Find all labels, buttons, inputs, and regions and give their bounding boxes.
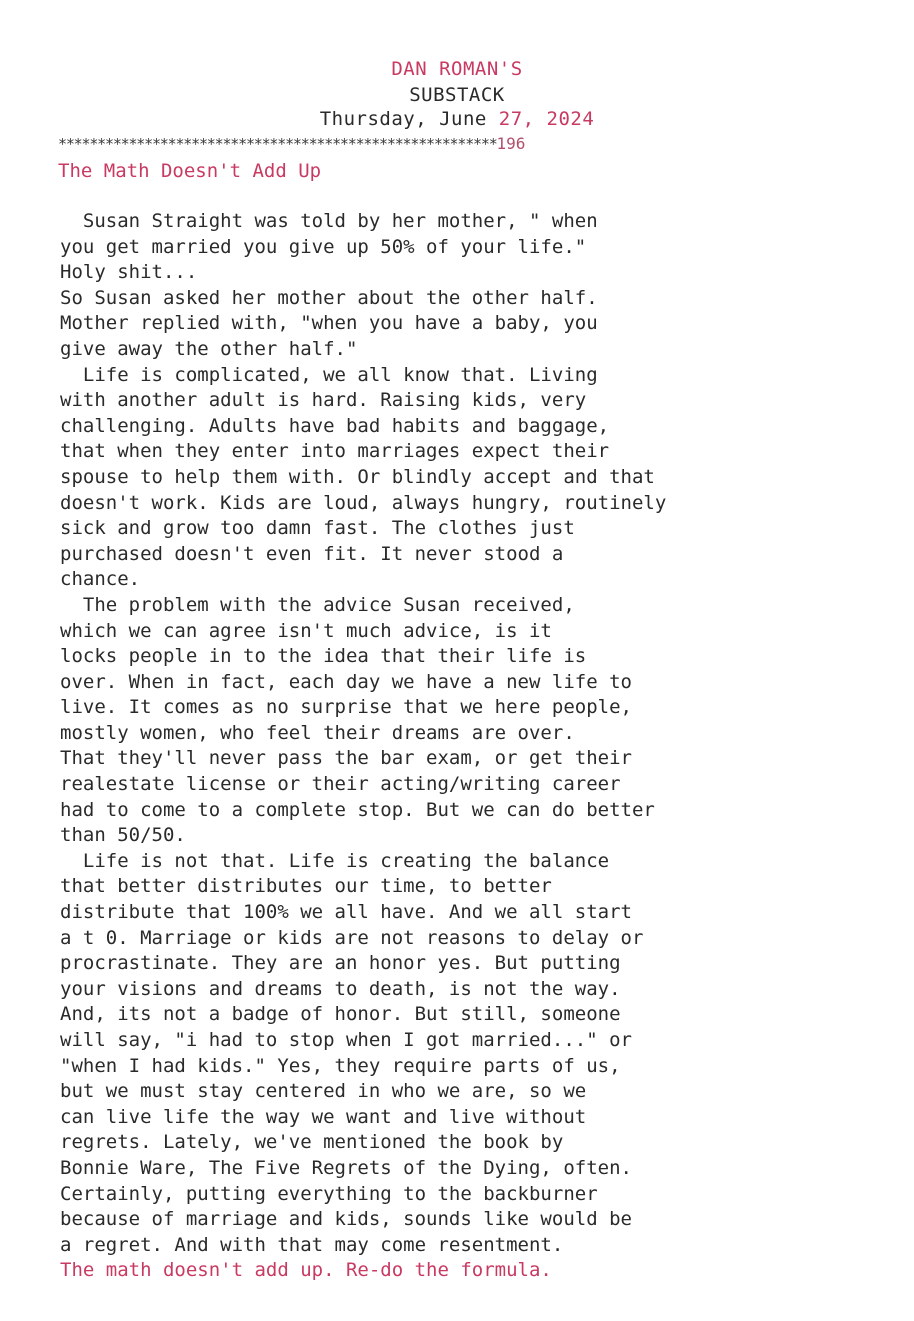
closing-line: The math doesn't add up. Re-do the formula.: [60, 1259, 552, 1282]
body-line: a t 0. Marriage or kids are not reasons to delay or: [60, 926, 644, 949]
body-line: "when I had kids." Yes, they require parts of us,: [60, 1054, 621, 1077]
body-line: that when they enter into marriages expect their: [60, 440, 610, 463]
body-line: realestate license or their acting/writing career: [60, 773, 621, 796]
body-line: And, its not a badge of honor. But still, someone: [60, 1003, 621, 1026]
body-line: purchased doesn't even fit. It never stood a: [60, 542, 564, 565]
body-line: because of marriage and kids, sounds like would be: [60, 1208, 632, 1231]
body-line: regrets. Lately, we've mentioned the book by: [60, 1131, 564, 1154]
article-body: [60, 209, 880, 1284]
body-line: your visions and dreams to death, is not the way.: [60, 977, 621, 1000]
date-number: 27, 2024: [498, 108, 595, 130]
body-line: a regret. And with that may come resentment.: [60, 1233, 564, 1256]
body-line: spouse to help them with. Or blindly accept and that: [60, 465, 655, 488]
body-line: sick and grow too damn fast. The clothes just: [60, 517, 575, 540]
body-line: mostly women, who feel their dreams are over.: [60, 721, 575, 744]
body-line: procrastinate. They are an honor yes. But putting: [60, 952, 621, 975]
body-line: over. When in fact, each day we have a new life to: [60, 670, 632, 693]
body-line: locks people in to the idea that their life is: [60, 645, 587, 668]
article-title: The Math Doesn't Add Up: [58, 160, 322, 182]
body-line: Life is not that. Life is creating the balance: [60, 849, 610, 872]
body-line: Life is complicated, we all know that. Living: [60, 363, 598, 386]
issue-number: 196: [496, 134, 526, 153]
date-day: Thursday, June: [319, 108, 487, 130]
body-line: had to come to a complete stop. But we can do better: [60, 798, 655, 821]
body-line: that better distributes our time, to better: [60, 875, 552, 898]
masthead-date: [0, 108, 914, 130]
masthead-name: DAN ROMAN'S: [391, 58, 523, 80]
body-line: give away the other half.": [60, 337, 358, 360]
body-line: which we can agree isn't much advice, is it: [60, 619, 552, 642]
body-line: challenging. Adults have bad habits and baggage,: [60, 414, 610, 437]
body-line: That they'll never pass the bar exam, or get their: [60, 747, 632, 770]
body-line: with another adult is hard. Raising kids, very: [60, 389, 587, 412]
body-line: distribute that 100% we all have. And we all start: [60, 901, 632, 924]
body-line: than 50/50.: [60, 824, 186, 847]
body-line: Bonnie Ware, The Five Regrets of the Dying, often.: [60, 1156, 632, 1179]
body-line: Mother replied with, "when you have a baby, you: [60, 312, 598, 335]
body-line: but we must stay centered in who we are, so we: [60, 1080, 587, 1103]
body-line: The problem with the advice Susan received,: [60, 593, 575, 616]
star-divider: ********************************************************: [58, 135, 497, 153]
body-line: live. It comes as no surprise that we here people,: [60, 696, 632, 719]
divider-line: [58, 134, 818, 153]
masthead-publication: SUBSTACK: [409, 84, 505, 106]
body-line: Certainly, putting everything to the backburner: [60, 1182, 598, 1205]
body-line: doesn't work. Kids are loud, always hungry, routinely: [60, 491, 667, 514]
body-line: you get married you give up 50% of your life.": [60, 235, 587, 258]
body-line: So Susan asked her mother about the other half.: [60, 286, 598, 309]
body-line: will say, "i had to stop when I got married..." or: [60, 1029, 632, 1051]
body-line: chance.: [60, 568, 141, 591]
body-line: can live life the way we want and live without: [60, 1105, 587, 1128]
body-line: Susan Straight was told by her mother, " when: [60, 210, 598, 232]
body-line: Holy shit...: [60, 261, 198, 284]
